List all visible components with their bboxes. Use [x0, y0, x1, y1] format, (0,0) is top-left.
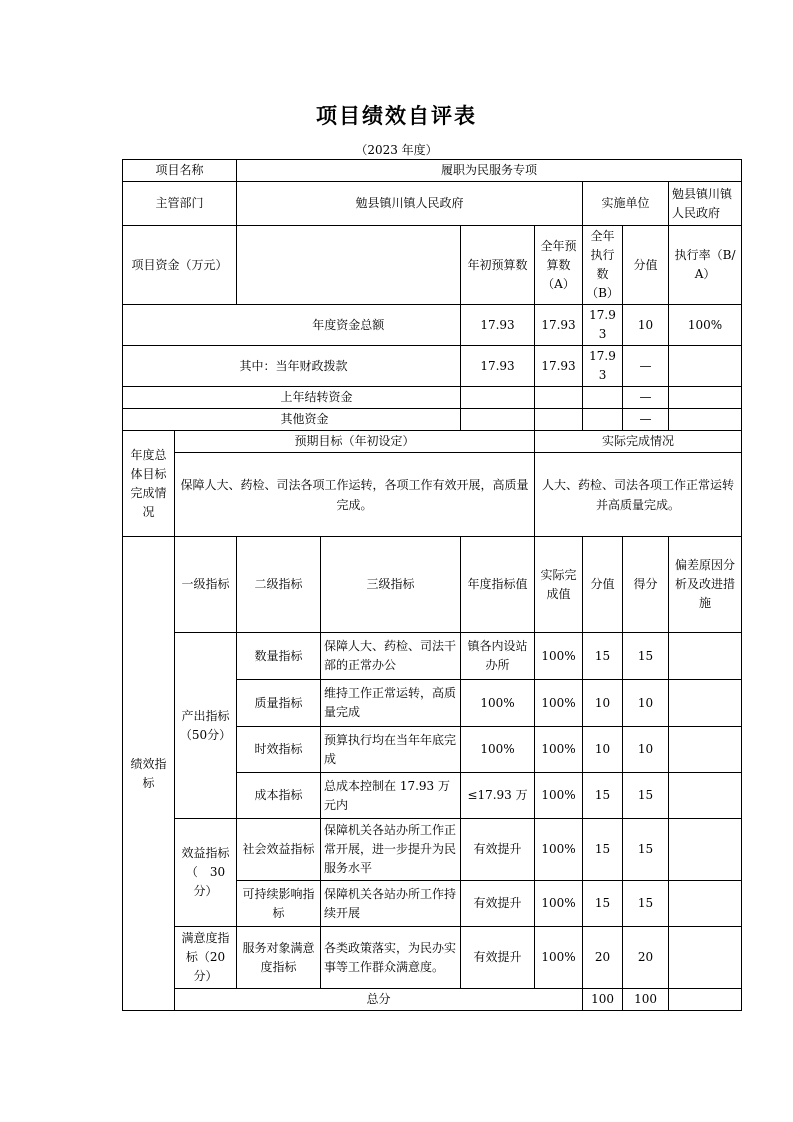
department-row: [123, 182, 742, 226]
indicator-score: 15: [623, 773, 669, 819]
funds-row-initial: [461, 409, 535, 431]
total-score: 100: [623, 989, 669, 1011]
indicator-row: [123, 927, 742, 989]
indicator-level2: 社会效益指标: [237, 819, 321, 881]
funds-row: [123, 305, 742, 346]
goal-header-row: [123, 431, 742, 453]
indicator-score: 10: [623, 727, 669, 773]
funds-row-executed: 17.93: [583, 305, 623, 346]
indicator-score: 20: [623, 927, 669, 989]
funds-row: [123, 346, 742, 387]
indicator-actual: 100%: [535, 727, 583, 773]
funds-row-initial: 17.93: [461, 305, 535, 346]
indicator-header-level1: 一级指标: [175, 537, 237, 633]
funds-row-initial: 17.93: [461, 346, 535, 387]
funds-row-weight: —: [623, 346, 669, 387]
total-weight: 100: [583, 989, 623, 1011]
indicator-header-deviation: 偏差原因分析及改进措施: [669, 537, 742, 633]
indicator-target: ≤17.93 万: [461, 773, 535, 819]
indicator-section-label: 绩效指标: [123, 537, 175, 1011]
indicator-level3: 总成本控制在 17.93 万元内: [321, 773, 461, 819]
indicator-level3: 预算执行均在当年年底完成: [321, 727, 461, 773]
funds-row-rate: [669, 387, 742, 409]
indicator-level2: 成本指标: [237, 773, 321, 819]
indicator-weight: 10: [583, 680, 623, 727]
funds-row-initial: [461, 387, 535, 409]
indicator-header-actual: 实际完成值: [535, 537, 583, 633]
funds-row: [123, 387, 742, 409]
total-deviation: [669, 989, 742, 1011]
indicator-actual: 100%: [535, 773, 583, 819]
funds-header-rate: 执行率（B/A）: [669, 226, 742, 305]
funds-row-executed: [583, 387, 623, 409]
indicator-target: 有效提升: [461, 819, 535, 881]
funds-header-initial: 年初预算数: [461, 226, 535, 305]
funds-row-rate: [669, 346, 742, 387]
indicator-level2: 可持续影响指标: [237, 881, 321, 927]
indicator-weight: 15: [583, 819, 623, 881]
funds-row: [123, 409, 742, 431]
indicator-score: 10: [623, 680, 669, 727]
indicator-level3: 维持工作正常运转，高质量完成: [321, 680, 461, 727]
funds-row-executed: [583, 409, 623, 431]
indicator-actual: 100%: [535, 819, 583, 881]
dept-label: 主管部门: [123, 182, 237, 226]
indicator-weight: 10: [583, 727, 623, 773]
indicator-level2: 服务对象满意度指标: [237, 927, 321, 989]
indicator-header-weight: 分值: [583, 537, 623, 633]
goal-expected: 保障人大、药检、司法各项工作运转，各项工作有效开展，高质量完成。: [175, 453, 535, 537]
funds-row-annual: 17.93: [535, 305, 583, 346]
funds-row-name: 上年结转资金: [237, 387, 461, 409]
funds-row-annual: [535, 387, 583, 409]
indicator-header-level3: 三级指标: [321, 537, 461, 633]
funds-row-blank: [123, 387, 237, 409]
indicator-score: 15: [623, 881, 669, 927]
funds-row-weight: —: [623, 409, 669, 431]
indicator-group-output: 产出指标（50分）: [175, 633, 237, 819]
indicator-header-target: 年度指标值: [461, 537, 535, 633]
funds-row-weight: 10: [623, 305, 669, 346]
indicator-actual: 100%: [535, 927, 583, 989]
project-name-value: 履职为民服务专项: [237, 160, 742, 182]
funds-row-rate: 100%: [669, 305, 742, 346]
goal-expected-header: 预期目标（年初设定）: [175, 431, 535, 453]
indicator-deviation: [669, 819, 742, 881]
indicator-target: 有效提升: [461, 927, 535, 989]
goal-actual-header: 实际完成情况: [535, 431, 742, 453]
goal-actual: 人大、药检、司法各项工作正常运转并高质量完成。: [535, 453, 742, 537]
funds-row-name: 其他资金: [237, 409, 461, 431]
indicator-deviation: [669, 633, 742, 680]
indicator-weight: 15: [583, 881, 623, 927]
indicator-weight: 20: [583, 927, 623, 989]
indicator-target: 有效提升: [461, 881, 535, 927]
funds-row-blank: [123, 305, 237, 346]
indicator-row: [123, 633, 742, 680]
indicator-row: [123, 819, 742, 881]
indicator-target: 100%: [461, 727, 535, 773]
indicator-group-benefit: 效益指标（ 30分）: [175, 819, 237, 927]
indicator-deviation: [669, 680, 742, 727]
indicator-level2: 质量指标: [237, 680, 321, 727]
indicator-target: 镇各内设站办所: [461, 633, 535, 680]
funds-row-annual: 17.93: [535, 346, 583, 387]
indicator-actual: 100%: [535, 881, 583, 927]
report-year: （2023 年度）: [355, 143, 438, 157]
indicator-deviation: [669, 773, 742, 819]
funds-header-weight: 分值: [623, 226, 669, 305]
funds-row-blank: [123, 409, 237, 431]
indicator-header-row: [123, 537, 742, 633]
unit-label: 实施单位: [583, 182, 669, 226]
unit-value: 勉县镇川镇人民政府: [669, 182, 742, 226]
page-title: 项目绩效自评表: [316, 104, 477, 128]
evaluation-table: [122, 159, 742, 1011]
project-name-row: [123, 160, 742, 182]
indicator-deviation: [669, 927, 742, 989]
indicator-actual: 100%: [535, 680, 583, 727]
funds-header-annual: 全年预算数（A）: [535, 226, 583, 305]
indicator-level3: 保障机关各站办所工作持续开展: [321, 881, 461, 927]
indicator-deviation: [669, 881, 742, 927]
indicator-header-level2: 二级指标: [237, 537, 321, 633]
funds-header-blank: [237, 226, 461, 305]
indicator-score: 15: [623, 633, 669, 680]
project-name-label: 项目名称: [123, 160, 237, 182]
indicator-header-score: 得分: [623, 537, 669, 633]
funds-row-rate: [669, 409, 742, 431]
indicator-level3: 保障机关各站办所工作正常开展，进一步提升为民服务水平: [321, 819, 461, 881]
indicator-target: 100%: [461, 680, 535, 727]
funds-header-row: [123, 226, 742, 305]
indicator-deviation: [669, 727, 742, 773]
dept-value: 勉县镇川镇人民政府: [237, 182, 583, 226]
funds-row-name: 其中：当年财政拨款: [237, 346, 461, 387]
funds-row-annual: [535, 409, 583, 431]
indicator-weight: 15: [583, 633, 623, 680]
total-label: 总分: [175, 989, 583, 1011]
indicator-level3: 各类政策落实，为民办实事等工作群众满意度。: [321, 927, 461, 989]
funds-header-executed: 全年执行数（B）: [583, 226, 623, 305]
indicator-level2: 数量指标: [237, 633, 321, 680]
indicator-score: 15: [623, 819, 669, 881]
goal-label: 年度总体目标完成情况: [123, 431, 175, 537]
funds-row-executed: 17.93: [583, 346, 623, 387]
total-row: [123, 989, 742, 1011]
funds-label: 项目资金（万元）: [123, 226, 237, 305]
indicator-level3: 保障人大、药检、司法干部的正常办公: [321, 633, 461, 680]
goal-content-row: [123, 453, 742, 537]
indicator-level2: 时效指标: [237, 727, 321, 773]
funds-row-weight: —: [623, 387, 669, 409]
indicator-group-satisfaction: 满意度指标（20分）: [175, 927, 237, 989]
funds-row-name: 年度资金总额: [237, 305, 461, 346]
indicator-weight: 15: [583, 773, 623, 819]
funds-row-blank: [123, 346, 237, 387]
indicator-actual: 100%: [535, 633, 583, 680]
